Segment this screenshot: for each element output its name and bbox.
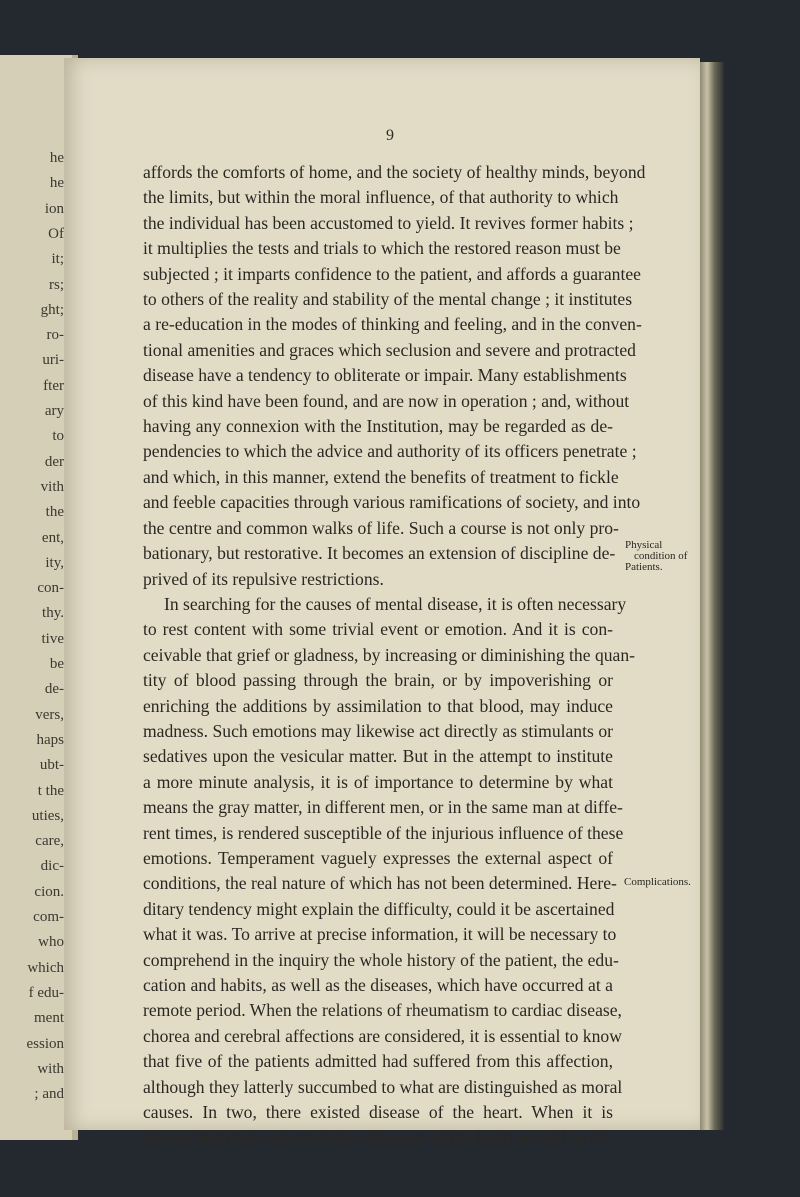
text-line: disease have a tendency to obliterate or impair. Many establishments — [143, 365, 627, 386]
text-line: cation and habits, as well as the diseases, which have occurred at a — [143, 975, 613, 995]
text-line: what it was. To arrive at precise information, it will be necessary to — [143, 924, 617, 945]
text-line: although they latterly succumbed to what are distinguished as moral — [143, 1076, 623, 1097]
text-line: to rest content with some trivial event or emotion. And it is con- — [143, 619, 613, 640]
left-page-fragment: dic- — [40, 858, 64, 875]
left-page-fragment: thy. — [42, 605, 64, 622]
left-page-fragment: ubt- — [39, 757, 64, 774]
text-line: known that there are scrofulous diseases of the brain as well as of — [143, 1127, 605, 1148]
left-page-fragment: rs; — [49, 276, 64, 293]
left-page-fragment: who — [38, 934, 64, 951]
text-line: and which, in this manner, extend the benefits of treatment to fickle — [143, 466, 619, 487]
text-line: a more minute analysis, it is of importance to determine by what — [143, 771, 613, 792]
text-line: having any connexion with the Institution, may be regarded as de- — [143, 416, 613, 437]
text-line: subjected ; it imparts confidence to the patient, and affords a guarantee — [143, 263, 641, 284]
text-line: comprehend in the inquiry the whole history of the patient, the edu- — [143, 949, 619, 970]
text-line: prived of its repulsive restrictions. — [143, 568, 384, 589]
left-page-fragment: ment — [34, 1010, 64, 1027]
text-line: to others of the reality and stability of the mental change ; it institutes — [143, 289, 633, 310]
text-line: the individual has been accustomed to yield. It revives former habits ; — [143, 212, 634, 233]
text-line: sedatives upon the vesicular matter. But in the attempt to institute — [143, 746, 613, 767]
left-page-fragment: it; — [51, 251, 64, 268]
text-line: ceivable that grief or gladness, by increasing or diminishing the quan- — [143, 644, 635, 665]
left-page-fragment: ary — [44, 403, 64, 419]
text-line: bationary, but restorative. It becomes an extension of discipline de- — [143, 543, 616, 564]
left-page-fragment: der — [44, 453, 64, 470]
left-page-fragment: care, — [35, 833, 64, 850]
text-line: affords the comforts of home, and the society of healthy minds, beyond — [143, 162, 646, 182]
left-page-fragment: Of — [48, 225, 64, 242]
text-line: remote period. When the relations of rheumatism to cardiac disease, — [143, 1000, 622, 1021]
text-line: In searching for the causes of mental disease, it is often necessary — [164, 593, 627, 614]
text-line: chorea and cerebral affections are considered, it is essential to know — [143, 1025, 622, 1046]
left-page-fragment: ion — [44, 200, 64, 217]
left-page-fragment: cion. — [34, 883, 64, 900]
left-page-fragment: com- — [33, 909, 64, 925]
text-line: enriching the additions by assimilation to that blood, may induce — [143, 695, 613, 716]
text-line: tional amenities and graces which seclusion and severe and protracted — [143, 339, 636, 360]
text-line: of this kind have been found, and are now in operation ; and, without — [143, 390, 630, 411]
left-page-fragment: ity, — [45, 554, 64, 571]
page-number: 9 — [386, 127, 394, 144]
left-page-fragment: be — [49, 656, 64, 672]
left-page-fragment: which — [27, 959, 64, 976]
margin-note-line: Patients. — [625, 561, 663, 573]
margin-note-physical — [625, 540, 687, 573]
text-line: tity of blood passing through the brain, or by impoverishing or — [143, 670, 613, 691]
text-line: a re-education in the modes of thinking and feeling, and in the conven- — [143, 314, 642, 335]
text-line: causes. In two, there existed disease of the heart. When it is — [143, 1102, 613, 1123]
left-page-fragment: fter — [43, 377, 64, 394]
text-line: conditions, the real nature of which has not been determined. Here- — [143, 873, 617, 894]
left-page-fragment: de- — [44, 681, 64, 698]
text-line: the limits, but within the moral influence, of that authority to which — [143, 187, 619, 208]
left-page-fragment: ght; — [40, 301, 64, 318]
page-edge-right — [700, 62, 724, 1130]
text-line: the centre and common walks of life. Such a course is not only pro- — [143, 517, 619, 538]
margin-note-complications: Complications. — [624, 876, 691, 888]
left-page-fragment: vith — [40, 478, 64, 495]
text-line: rent times, is rendered susceptible of the injurious influence of these — [143, 822, 624, 843]
left-page-fragment: con- — [37, 580, 64, 597]
text-line: means the gray matter, in different men, or in the same man at diffe- — [143, 797, 623, 818]
text-line: and feeble capacities through various ramifications of society, and into — [143, 492, 641, 513]
left-page-fragment: vers, — [35, 706, 64, 723]
text-line: pendencies to which the advice and authority of its officers penetrate ; — [143, 441, 637, 462]
left-page-fragment: haps — [36, 731, 64, 748]
left-page-fragment: tive — [41, 630, 64, 647]
left-page-fragment: ent, — [41, 529, 64, 546]
left-page-fragment: he — [49, 175, 64, 192]
text-line: madness. Such emotions may likewise act directly as stimulants or — [143, 720, 613, 741]
margin-note-line: condition of — [634, 550, 688, 562]
left-page-fragment: with — [37, 1060, 64, 1077]
text-line: it multiplies the tests and trials to which the restored reason must be — [143, 238, 621, 259]
left-page-fragment: ro- — [46, 327, 64, 344]
left-page-fragment: the — [45, 504, 64, 521]
left-page-fragment: ; and — [34, 1086, 64, 1103]
left-page-fragment: uties, — [31, 807, 64, 824]
left-page-fragment: to — [52, 428, 64, 445]
left-page-fragment: t the — [37, 782, 64, 799]
text-line: emotions. Temperament vaguely expresses the external aspect of — [143, 847, 613, 868]
text-line: that five of the patients admitted had suffered from this affection, — [143, 1051, 613, 1072]
left-page-fragment: uri- — [42, 352, 64, 369]
left-page-fragment: he — [49, 150, 64, 166]
margin-note-line: Physical — [625, 539, 663, 551]
left-page-fragment: ession — [26, 1035, 64, 1052]
left-page-fragment: f edu- — [28, 984, 64, 1001]
text-line: ditary tendency might explain the difficulty, could it be ascertained — [143, 898, 615, 919]
